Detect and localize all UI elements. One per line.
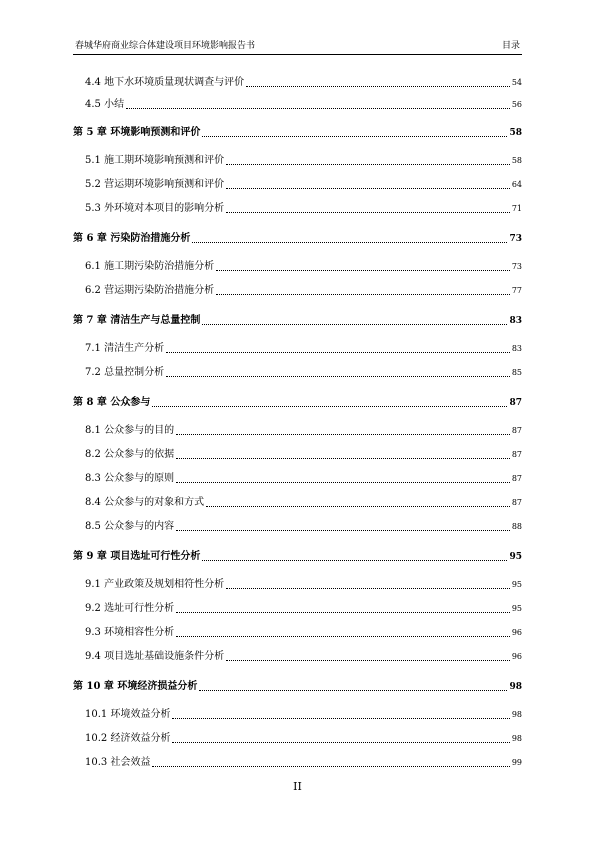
toc-dot-leader	[216, 269, 510, 271]
toc-entry-page: 77	[511, 286, 522, 295]
toc-entry-page: 96	[511, 652, 522, 661]
toc-entry-page: 95	[509, 552, 522, 562]
toc-entry-title: 6.2 营运期污染防治措施分析	[85, 285, 215, 296]
toc-entry-page: 54	[511, 78, 522, 87]
toc-entry-page: 98	[509, 682, 522, 692]
toc-dot-leader	[192, 241, 507, 243]
toc-dot-leader	[226, 163, 510, 165]
page-number: II	[293, 780, 302, 793]
toc-entry-title: 第 10 章 环境经济损益分析	[73, 681, 198, 692]
toc-entry-title: 10.1 环境效益分析	[85, 709, 171, 720]
toc-entry-page: 73	[511, 262, 522, 271]
toc-entry-title: 8.5 公众参与的内容	[85, 521, 175, 532]
toc-dot-leader	[176, 529, 510, 531]
toc-dot-leader	[176, 635, 510, 637]
toc-entry-title: 7.1 清洁生产分析	[85, 343, 165, 354]
toc-entry-title: 10.2 经济效益分析	[85, 733, 171, 744]
toc-section-entry[interactable]	[73, 422, 522, 438]
toc-entry-title: 9.3 环境相容性分析	[85, 627, 175, 638]
toc-section-entry[interactable]	[73, 152, 522, 168]
toc-entry-page: 85	[511, 368, 522, 377]
toc-dot-leader	[226, 659, 510, 661]
page-header	[73, 40, 522, 55]
toc-entry-title: 第 9 章 项目选址可行性分析	[73, 551, 201, 562]
toc-entry-title: 9.1 产业政策及规划相符性分析	[85, 579, 225, 590]
toc-chapter-entry[interactable]	[73, 230, 522, 246]
toc-entry-page: 87	[511, 426, 522, 435]
toc-entry-page: 99	[511, 758, 522, 767]
toc-entry-page: 64	[511, 180, 522, 189]
toc-section-entry[interactable]	[73, 282, 522, 298]
document-title: 春城华府商业综合体建设项目环境影响报告书	[75, 41, 256, 51]
toc-entry-page: 56	[511, 100, 522, 109]
toc-entry-title: 5.2 营运期环境影响预测和评价	[85, 179, 225, 190]
toc-dot-leader	[226, 211, 510, 213]
toc-chapter-entry[interactable]	[73, 678, 522, 694]
toc-section-entry[interactable]	[73, 494, 522, 510]
toc-section-entry[interactable]	[73, 518, 522, 534]
toc-dot-leader	[202, 559, 507, 561]
toc-entry-title: 第 5 章 环境影响预测和评价	[73, 127, 201, 138]
toc-entry-page: 87	[511, 450, 522, 459]
toc-dot-leader	[246, 85, 510, 87]
toc-entry-title: 8.3 公众参与的原则	[85, 473, 175, 484]
toc-section-entry[interactable]	[73, 648, 522, 664]
toc-entry-title: 8.1 公众参与的目的	[85, 425, 175, 436]
toc-section-entry[interactable]	[73, 96, 522, 112]
toc-section-entry[interactable]	[73, 730, 522, 746]
toc-entry-title: 第 8 章 公众参与	[73, 397, 151, 408]
toc-entry-title: 10.3 社会效益	[85, 757, 151, 768]
toc-entry-title: 第 7 章 清洁生产与总量控制	[73, 315, 201, 326]
toc-entry-page: 87	[509, 398, 522, 408]
toc-dot-leader	[176, 433, 510, 435]
toc-entry-page: 58	[509, 128, 522, 138]
toc-entry-title: 8.4 公众参与的对象和方式	[85, 497, 205, 508]
toc-entry-title: 5.3 外环境对本项目的影响分析	[85, 203, 225, 214]
toc-dot-leader	[202, 135, 507, 137]
toc-entry-page: 83	[509, 316, 522, 326]
toc-entry-title: 4.4 地下水环境质量现状调查与评价	[85, 77, 245, 88]
toc-entry-page: 83	[511, 344, 522, 353]
toc-entry-title: 4.5 小结	[85, 99, 125, 110]
toc-entry-title: 8.2 公众参与的依据	[85, 449, 175, 460]
toc-section-entry[interactable]	[73, 624, 522, 640]
toc-dot-leader	[126, 107, 510, 109]
toc-dot-leader	[172, 717, 509, 719]
toc-dot-leader	[166, 351, 510, 353]
toc-dot-leader	[226, 587, 510, 589]
toc-dot-leader	[176, 611, 510, 613]
toc-entry-title: 7.2 总量控制分析	[85, 367, 165, 378]
toc-dot-leader	[152, 405, 507, 407]
toc-dot-leader	[206, 505, 510, 507]
toc-entry-page: 98	[511, 710, 522, 719]
toc-section-entry[interactable]	[73, 258, 522, 274]
toc-entry-page: 87	[511, 498, 522, 507]
toc-section-entry[interactable]	[73, 576, 522, 592]
toc-section-entry[interactable]	[73, 446, 522, 462]
toc-section-entry[interactable]	[73, 706, 522, 722]
toc-section-entry[interactable]	[73, 200, 522, 216]
toc-entry-page: 71	[511, 204, 522, 213]
toc-chapter-entry[interactable]	[73, 394, 522, 410]
toc-dot-leader	[202, 323, 507, 325]
section-label: 目录	[501, 41, 520, 51]
toc-dot-leader	[166, 375, 510, 377]
toc-section-entry[interactable]	[73, 600, 522, 616]
toc-entry-page: 98	[511, 734, 522, 743]
toc-dot-leader	[176, 481, 510, 483]
toc-entry-title: 第 6 章 污染防治措施分析	[73, 233, 191, 244]
toc-entry-page: 73	[509, 234, 522, 244]
toc-section-entry[interactable]	[73, 176, 522, 192]
toc-section-entry[interactable]	[73, 74, 522, 90]
toc-entry-title: 9.2 选址可行性分析	[85, 603, 175, 614]
toc-section-entry[interactable]	[73, 754, 522, 770]
toc-entry-title: 6.1 施工期污染防治措施分析	[85, 261, 215, 272]
toc-chapter-entry[interactable]	[73, 548, 522, 564]
toc-entry-page: 95	[511, 580, 522, 589]
toc-section-entry[interactable]	[73, 340, 522, 356]
toc-chapter-entry[interactable]	[73, 124, 522, 140]
toc-dot-leader	[199, 689, 507, 691]
toc-entry-page: 87	[511, 474, 522, 483]
toc-entry-page: 88	[511, 522, 522, 531]
toc-section-entry[interactable]	[73, 364, 522, 380]
toc-dot-leader	[152, 765, 509, 767]
toc-dot-leader	[216, 293, 510, 295]
toc-dot-leader	[172, 741, 509, 743]
toc-chapter-entry[interactable]	[73, 312, 522, 328]
toc-entry-title: 5.1 施工期环境影响预测和评价	[85, 155, 225, 166]
toc-dot-leader	[176, 457, 510, 459]
toc-entry-page: 95	[511, 604, 522, 613]
toc-section-entry[interactable]	[73, 470, 522, 486]
toc-dot-leader	[226, 187, 510, 189]
toc-entry-page: 96	[511, 628, 522, 637]
toc-entry-page: 58	[511, 156, 522, 165]
toc-entry-title: 9.4 项目选址基础设施条件分析	[85, 651, 225, 662]
